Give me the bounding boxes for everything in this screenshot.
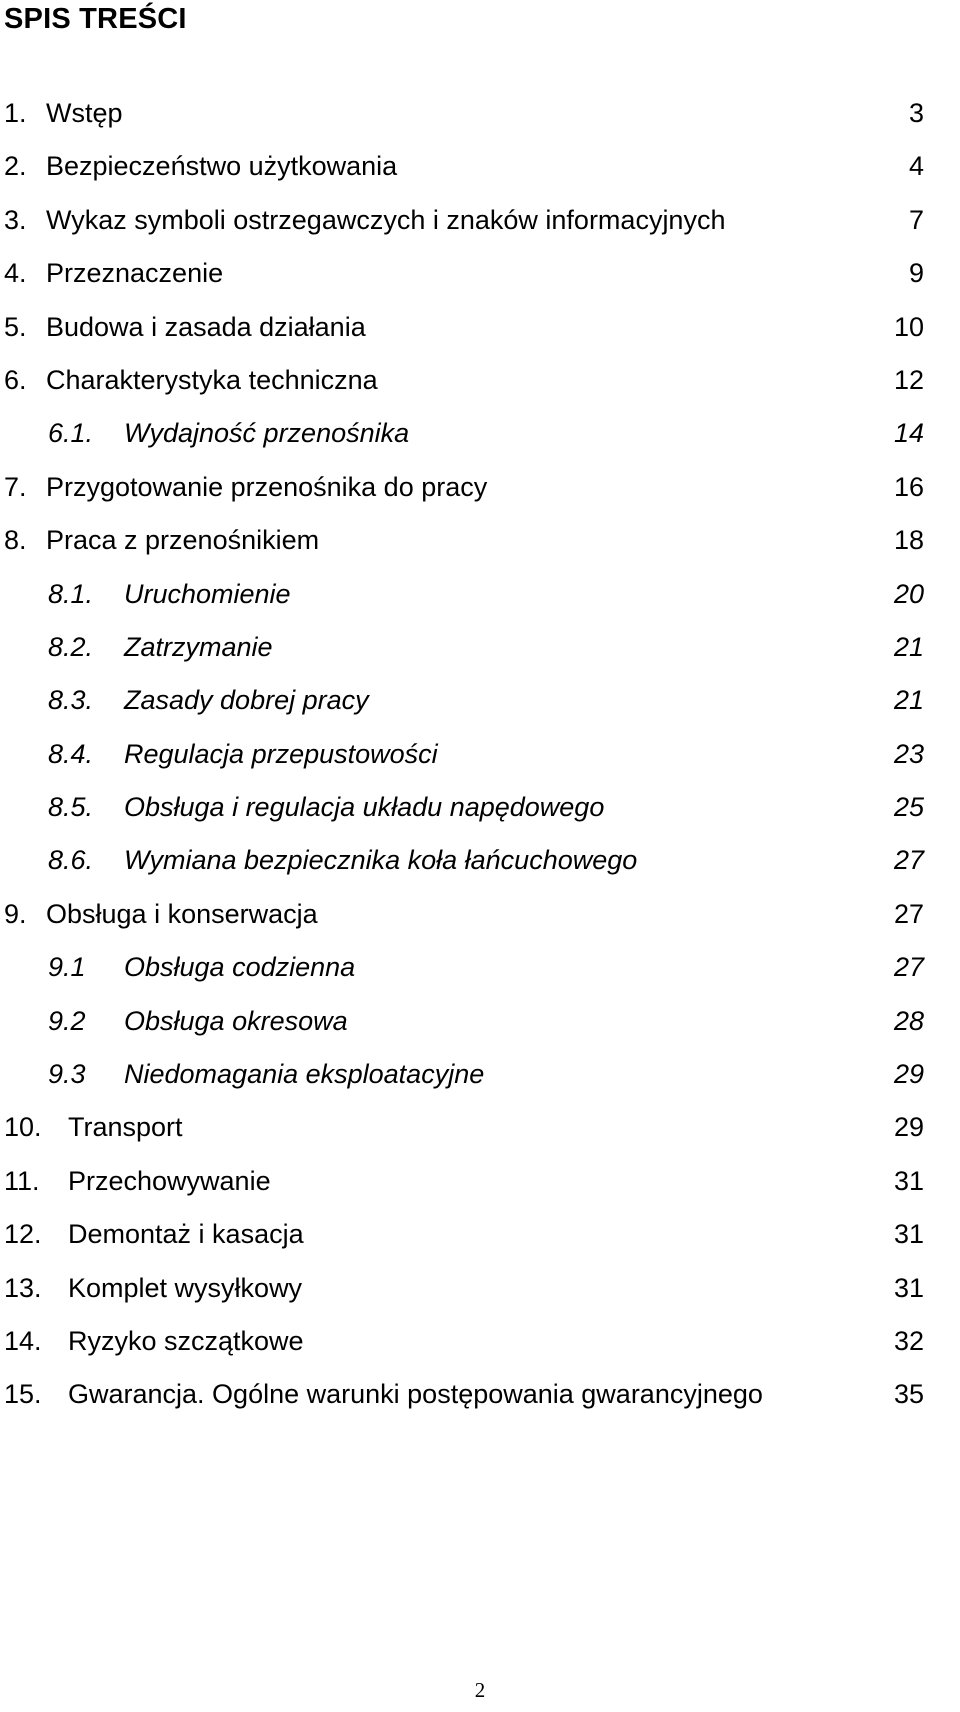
toc-entry[interactable] [0, 1377, 960, 1430]
toc-entry-page: 35 [893, 1379, 924, 1410]
toc-entry-page: 23 [893, 738, 924, 769]
toc-subentry[interactable] [0, 737, 960, 790]
toc-entry-title: Obsługa okresowa [124, 1005, 348, 1036]
toc-entry-page: 31 [893, 1219, 924, 1250]
toc-entry-number: 2. [4, 151, 27, 182]
toc-entry-number: 12. [4, 1219, 42, 1250]
toc-entry-number: 3. [4, 204, 27, 235]
toc-entry-page: 4 [908, 151, 924, 182]
toc-subentry[interactable] [0, 1057, 960, 1110]
toc-entry-title: Przechowywanie [68, 1165, 271, 1196]
toc-entry-number: 14. [4, 1325, 42, 1356]
toc-entry-title: Praca z przenośnikiem [46, 525, 320, 556]
toc-entry[interactable] [0, 256, 960, 309]
toc-entry-page: 10 [893, 311, 924, 342]
toc-entry-number: 13. [4, 1272, 42, 1303]
toc-entry-title: Wykaz symboli ostrzegawczych i znaków informacyjnych [46, 204, 726, 235]
toc-entry-page: 12 [893, 364, 924, 395]
toc-entry-title: Regulacja przepustowości [124, 738, 438, 769]
toc-entry-number: 8.5. [48, 792, 94, 823]
table-of-contents [0, 96, 960, 1431]
toc-entry-title: Demontaż i kasacja [68, 1219, 304, 1250]
toc-entry-title: Komplet wysyłkowy [68, 1272, 303, 1303]
toc-entry-number: 6. [4, 364, 27, 395]
toc-entry[interactable] [0, 363, 960, 416]
toc-entry-page: 28 [893, 1005, 924, 1036]
toc-entry-number: 15. [4, 1379, 42, 1410]
toc-subentry[interactable] [0, 630, 960, 683]
toc-entry-page: 14 [893, 418, 924, 449]
toc-entry[interactable] [0, 310, 960, 363]
toc-entry-page: 27 [893, 845, 924, 876]
toc-entry-page: 21 [893, 685, 924, 716]
toc-entry-number: 7. [4, 471, 27, 502]
toc-entry-title: Obsługa i regulacja układu napędowego [124, 792, 605, 823]
toc-entry-title: Przeznaczenie [46, 258, 224, 289]
toc-entry-page: 16 [893, 471, 924, 502]
toc-entry-title: Transport [68, 1112, 183, 1143]
toc-subentry[interactable] [0, 843, 960, 896]
toc-entry-page: 21 [893, 631, 924, 662]
toc-entry-number: 6.1. [48, 418, 94, 449]
toc-subentry[interactable] [0, 790, 960, 843]
toc-subentry[interactable] [0, 577, 960, 630]
toc-entry-page: 7 [908, 204, 924, 235]
toc-entry-number: 8.6. [48, 845, 94, 876]
toc-entry-number: 8.1. [48, 578, 94, 609]
toc-entry-page: 29 [893, 1059, 924, 1090]
toc-entry[interactable] [0, 897, 960, 950]
toc-entry-number: 11. [4, 1165, 40, 1196]
toc-entry-title: Gwarancja. Ogólne warunki postępowania gwarancyjnego [68, 1379, 763, 1410]
toc-entry[interactable] [0, 203, 960, 256]
toc-entry-title: Wydajność przenośnika [124, 418, 410, 449]
toc-entry-title: Obsługa i konserwacja [46, 898, 318, 929]
toc-entry-number: 9.2 [48, 1005, 86, 1036]
toc-entry-page: 3 [908, 98, 924, 128]
toc-entry[interactable] [0, 470, 960, 523]
toc-entry[interactable] [0, 1324, 960, 1377]
toc-entry-number: 8.4. [48, 738, 94, 769]
toc-entry-page: 9 [908, 258, 924, 289]
toc-entry-number: 1. [4, 98, 27, 128]
toc-entry-title: Charakterystyka techniczna [46, 364, 378, 395]
page-number: 2 [474, 1678, 486, 1702]
toc-entry[interactable] [0, 523, 960, 576]
toc-subentry[interactable] [0, 416, 960, 469]
toc-entry[interactable] [0, 149, 960, 202]
toc-subentry[interactable] [0, 683, 960, 736]
toc-entry-page: 25 [893, 792, 924, 823]
toc-entry-title: Wstęp [46, 98, 123, 128]
toc-entry-page: 32 [893, 1325, 924, 1356]
toc-entry-number: 10. [4, 1112, 42, 1143]
toc-entry-number: 8. [4, 525, 27, 556]
toc-subentry[interactable] [0, 1004, 960, 1057]
toc-entry-title: Bezpieczeństwo użytkowania [46, 151, 398, 182]
toc-entry-title: Wymiana bezpiecznika koła łańcuchowego [124, 845, 638, 876]
toc-entry[interactable] [0, 1110, 960, 1163]
toc-entry[interactable] [0, 1164, 960, 1217]
toc-entry-title: Zatrzymanie [124, 631, 273, 662]
toc-entry-number: 4. [4, 258, 27, 289]
toc-entry-number: 8.2. [48, 631, 94, 662]
toc-entry-title: Budowa i zasada działania [46, 311, 366, 342]
toc-entry-title: Niedomagania eksploatacyjne [124, 1059, 485, 1090]
toc-entry[interactable] [0, 1271, 960, 1324]
toc-entry-number: 9. [4, 898, 27, 929]
toc-entry-page: 29 [893, 1112, 924, 1143]
toc-entry-number: 9.1 [48, 952, 86, 983]
toc-entry-title: Uruchomienie [124, 578, 291, 609]
toc-entry-title: Ryzyko szczątkowe [68, 1325, 304, 1356]
page-title: SPIS TREŚCI [4, 3, 187, 35]
toc-entry-page: 31 [893, 1165, 924, 1196]
toc-entry-page: 18 [893, 525, 924, 556]
toc-subentry[interactable] [0, 950, 960, 1003]
toc-entry-page: 27 [893, 898, 924, 929]
toc-entry-title: Przygotowanie przenośnika do pracy [46, 471, 488, 502]
toc-entry-page: 20 [893, 578, 924, 609]
toc-entry-number: 9.3 [48, 1059, 86, 1090]
toc-entry-number: 8.3. [48, 685, 94, 716]
toc-entry-title: Obsługa codzienna [124, 952, 356, 983]
toc-entry[interactable] [0, 96, 960, 149]
toc-entry-page: 27 [893, 952, 924, 983]
toc-entry-number: 5. [4, 311, 27, 342]
toc-entry-title: Zasady dobrej pracy [124, 685, 369, 716]
toc-entry-page: 31 [893, 1272, 924, 1303]
toc-entry[interactable] [0, 1217, 960, 1270]
